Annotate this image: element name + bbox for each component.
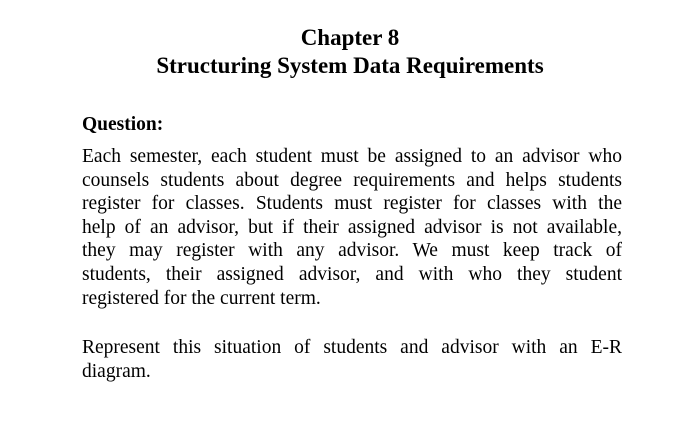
- paragraph-1-line: students, their assigned advisor, and with who they student: [82, 263, 622, 285]
- paragraph-2-line: diagram.: [82, 360, 151, 382]
- question-label: Question:: [82, 114, 164, 135]
- paragraph-1-line: they may register with any advisor. We must keep track of: [82, 240, 622, 262]
- chapter-subtitle: Structuring System Data Requirements: [156, 53, 544, 78]
- paragraph-1-line: register for classes. Students must register for classes with the: [82, 193, 622, 215]
- paragraph-2-line: Represent this situation of students and advisor with an E-R: [82, 337, 622, 358]
- paragraph-1-line: help of an advisor, but if their assigned advisor is not available,: [82, 216, 622, 238]
- paragraph-1-line: registered for the current term.: [82, 287, 321, 309]
- chapter-title: Chapter 8: [300, 25, 400, 50]
- paragraph-1-line: Each semester, each student must be assigned to an advisor who: [82, 146, 622, 167]
- question-paragraph-1: [82, 145, 622, 310]
- question-paragraph-2: [82, 336, 622, 383]
- paragraph-1-line: counsels students about degree requirements and helps students: [82, 169, 622, 191]
